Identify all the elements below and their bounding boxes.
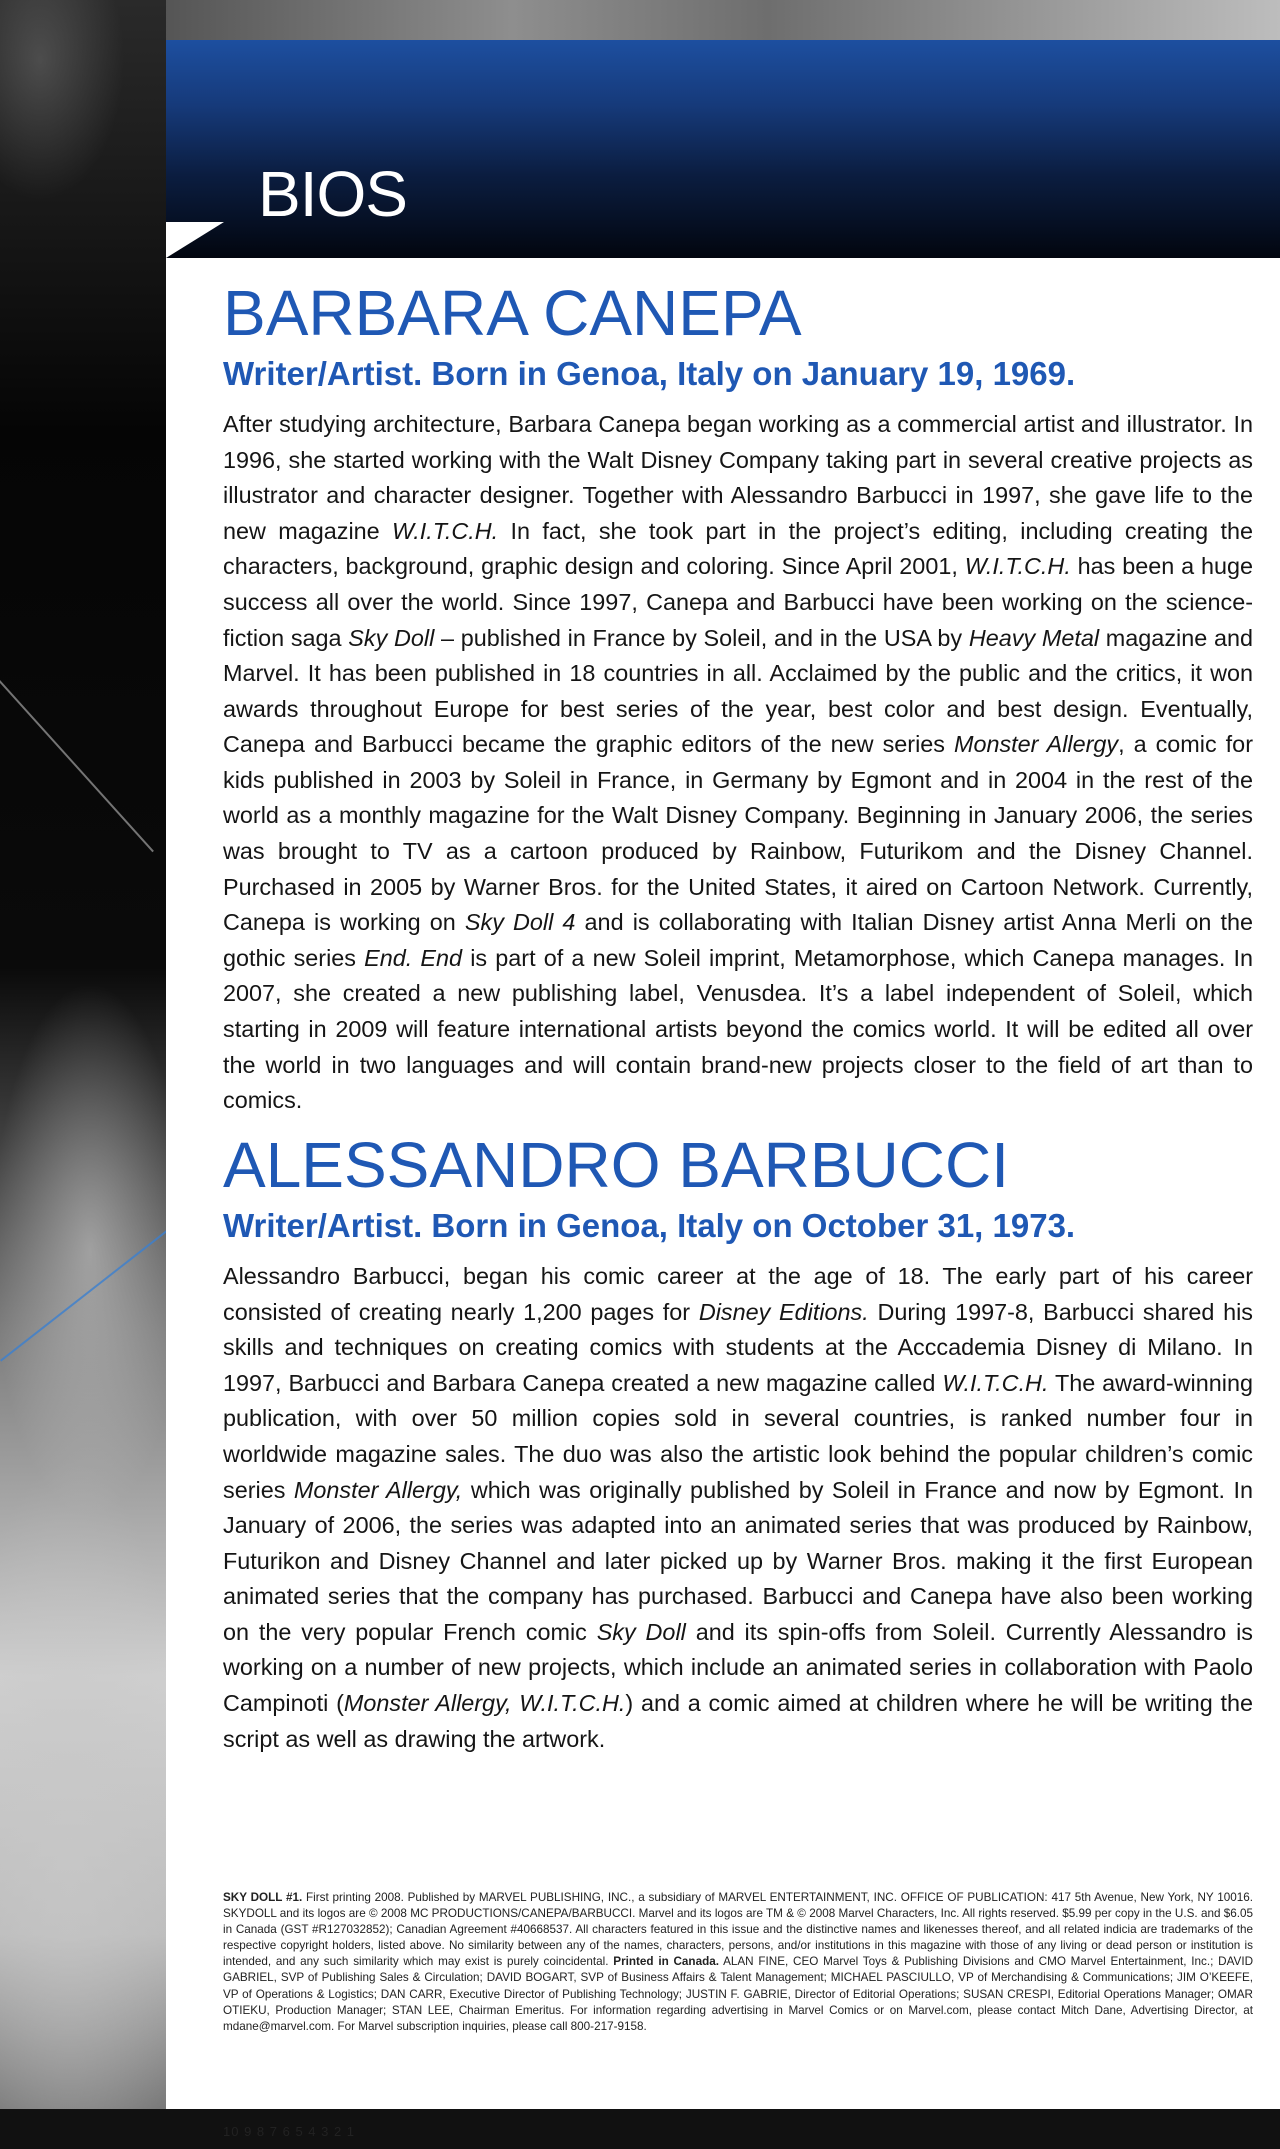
italic-title: End. End <box>364 944 463 971</box>
print-line: 10 9 8 7 6 5 4 3 2 1 <box>223 2124 356 2139</box>
header-notch <box>166 222 224 258</box>
italic-title: Sky Doll 4 <box>464 909 576 936</box>
artwork-line-grey <box>0 680 154 852</box>
italic-title: Monster Allergy <box>953 731 1119 758</box>
text-run: In fact, she took part in the project’s editing, including creating the characters, background, graphic design and coloring. Since April 2001, <box>223 517 1254 580</box>
text-run: is part of a new Soleil imprint, Metamorphose, which Canepa manages. In 2007, she created a new publishing label, Venusdea. It’s a label independent of Soleil, which starting in 2009 will feature international artists beyond the comics world. It will be edited all over the world in two languages and will contain brand-new projects closer to the field of art than to comics. <box>223 944 1253 1114</box>
bold-text: Printed in Canada. <box>613 1955 719 1969</box>
italic-title: Heavy Metal <box>968 624 1100 651</box>
header-band <box>166 40 1280 258</box>
indicia-fine-print <box>223 1890 1253 2035</box>
text-run: First printing 2008. Published by MARVEL PUBLISHING, INC., a subsidiary of MARVEL ENTERTAINMENT, INC. OFFICE OF PUBLICATION: 417 5th Avenue, New York, NY 10016. SKYDOLL and its logos are © 2008 MC PRODUCTIONS/CANEPA/BARBUCCI. Marvel and its logos are TM & © 2008 Marvel Characters, Inc. All rights reserved. $5.99 per copy in the U.S. and $6.05 in Canada (GST #R127032852); Canadian Agreement #40668537. All characters featured in this issue and the distinctive names and likenesses thereof, and all related indicia are trademarks of the respective copyright holders, listed above. No similarity between any of the names, characters, persons, and/or institutions in this magazine with those of any living or dead person or institution is intended, and any such similarity which may exist is purely coincidental. <box>223 1891 1253 1969</box>
text-run: and is collaborating with Italian Disney artist Anna Merli on the gothic series <box>223 909 1253 971</box>
text-run: – published in France by Soleil, and in the USA by <box>434 624 969 651</box>
text-run: has been a huge success all over the world. Since 1997, Canepa and Barbucci have been working on the science-fiction saga <box>223 553 1253 651</box>
text-run: During 1997-8, Barbucci shared his skills and techniques on creating comics with students at the Acccademia Disney di Milano. In 1997, Barbucci and Barbara Canepa created a new magazine called <box>223 1298 1253 1396</box>
background-artwork-bottom <box>0 2109 1280 2149</box>
bio-barbara-canepa <box>223 277 1254 1119</box>
background-artwork-left <box>0 0 166 2149</box>
background-artwork-top <box>0 0 1280 40</box>
bio-subtitle: Writer/Artist. Born in Genoa, Italy on October 31, 1973. <box>223 1207 1076 1244</box>
text-run: , a comic for kids published in 2003 by Soleil in France, in Germany by Egmont and in 2004 in the rest of the world as a monthly magazine for the Walt Disney Company. Beginning in January 2006, the series was brought to TV as a cartoon produced by Rainbow, Futurikom and the Disney Channel. Purchased in 2005 by Warner Bros. for the United States, it aired on Cartoon Network. Currently, Canepa is working on <box>223 731 1253 936</box>
text-run: ) and a comic aimed at children where he will be writing the script as well as drawing the artwork. <box>223 1690 1253 1752</box>
italic-title: W.I.T.C.H. <box>392 517 499 544</box>
bio-name: BARBARA CANEPA <box>223 277 802 349</box>
bios-page <box>166 40 1280 2139</box>
italic-title: W.I.T.C.H. <box>964 553 1071 580</box>
bio-alessandro-barbucci <box>223 1129 1253 1757</box>
text-run: which was originally published by Soleil in France and now by Egmont. In January of 2006, the series was adapted into an animated series that was produced by Rainbow, Futurikon and Disney Channel and later picked up by Warner Bros. making it the first European animated series that the company has purchased. Barbucci and Canepa have also been working on the very popular French comic <box>223 1476 1253 1645</box>
italic-title: Sky Doll <box>596 1618 686 1645</box>
italic-title: Monster Allergy, <box>293 1476 463 1503</box>
artwork-line-blue <box>0 1218 182 1361</box>
italic-title: Disney Editions. <box>698 1298 869 1325</box>
text-run: After studying architecture, Barbara Canepa began working as a commercial artist and illustrator. In 1996, she started working with the Walt Disney Company taking part in several creative projects as illustrator and character designer. Together with Alessandro Barbucci in 1997, she gave life to the new magazine <box>223 410 1253 544</box>
text-run: ALAN FINE, CEO Marvel Toys & Publishing Divisions and CMO Marvel Entertainment, Inc.; DAVID GABRIEL, SVP of Publishing Sales & Circulation; DAVID BOGART, SVP of Business Affairs & Talent Management; MICHAEL PASCIULLO, VP of Merchandising & Communications; JIM O’KEEFE, VP of Operations & Logistics; DAN CARR, Executive Director of Publishing Technology; JUSTIN F. GABRIE, Director of Editorial Operations; SUSAN CRESPI, Editorial Operations Manager; OMAR OTIEKU, Production Manager; STAN LEE, Chairman Emeritus. For information regarding advertising in Marvel Comics or on Marvel.com, please contact Mitch Dane, Advertising Director, at mdane@marvel.com. For Marvel subscription inquiries, please call 800-217-9158. <box>223 1955 1254 2033</box>
text-run: Alessandro Barbucci, began his comic career at the age of 18. The early part of his career consisted of creating nearly 1,200 pages for <box>223 1262 1253 1325</box>
page-title: BIOS <box>258 158 407 230</box>
text-run: and its spin-offs from Soleil. Currently Alessandro is working on a number of new projects, which include an animated series in collaboration with Paolo Campinoti ( <box>223 1618 1253 1717</box>
bio-text <box>223 1259 1253 1757</box>
italic-title: W.I.T.C.H. <box>942 1369 1049 1396</box>
italic-title: Sky Doll <box>348 624 435 651</box>
bold-text: SKY DOLL #1. <box>223 1891 303 1904</box>
bio-text <box>223 407 1253 1119</box>
bio-name: ALESSANDRO BARBUCCI <box>223 1129 1009 1201</box>
bio-subtitle: Writer/Artist. Born in Genoa, Italy on January 19, 1969. <box>223 355 1076 392</box>
italic-title: Monster Allergy, W.I.T.C.H. <box>343 1690 626 1717</box>
text-run: The award-winning publication, with over 50 million copies sold in several countries, is ranked number four in worldwide magazine sales. The duo was also the artistic look behind the popular children’s comic series <box>223 1369 1253 1503</box>
text-run: magazine and Marvel. It has been published in 18 countries in all. Acclaimed by the public and the critics, it won awards throughout Europe for best series of the year, best color and best design. Eventually, Canepa and Barbucci became the graphic editors of the new series <box>223 624 1253 758</box>
